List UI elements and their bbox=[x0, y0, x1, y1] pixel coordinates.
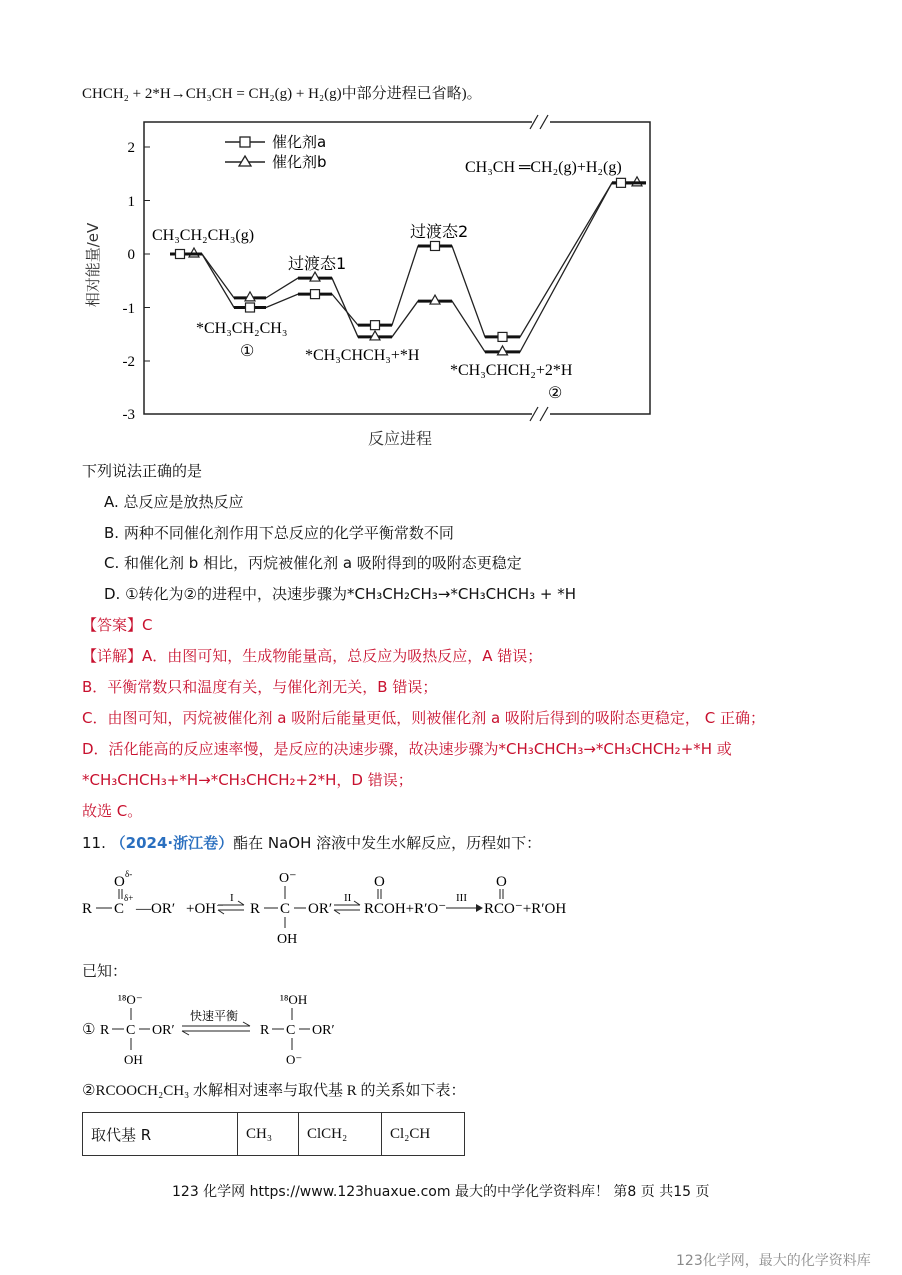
ytick-label: -1 bbox=[122, 301, 135, 317]
intro-line: CHCH₂ + 2*H→CH₃CH = CH₂(g) + H₂(g)中部分进程已省略)。 bbox=[82, 86, 482, 102]
axis-break-bottom-gap bbox=[532, 409, 550, 419]
svg-text:C: C bbox=[280, 901, 291, 917]
label-ads3: *CH₃CHCH₂+2*H bbox=[450, 362, 573, 379]
table-cell: ClCH₂ bbox=[299, 1113, 382, 1156]
ytick-label: 2 bbox=[127, 140, 135, 156]
square-marker-icon bbox=[240, 137, 250, 147]
svg-text:R: R bbox=[82, 901, 93, 917]
square-marker bbox=[311, 290, 320, 299]
svg-text:C: C bbox=[114, 901, 125, 917]
label-circle2: ② bbox=[548, 385, 563, 402]
x-axis-label: 反应进程 bbox=[367, 429, 433, 448]
square-marker bbox=[617, 178, 626, 187]
table-cell: CH₃ bbox=[238, 1113, 299, 1156]
answer-value: C bbox=[142, 616, 153, 634]
option-d: D. ①转化为②的进程中，决速步骤为*CH₃CH₂CH₃→*CH₃CHCH₃ + *H bbox=[104, 585, 577, 603]
svg-text:+OH⁻: +OH⁻ bbox=[186, 901, 225, 917]
detail-tag: 【详解】 bbox=[82, 647, 143, 665]
svg-text:¹⁸OH: ¹⁸OH bbox=[280, 992, 308, 1007]
question-stem: 下列说法正确的是 bbox=[82, 462, 203, 480]
legend-b: 催化剂b bbox=[272, 153, 327, 171]
label-circle1: ① bbox=[240, 343, 255, 360]
svg-text:OR′: OR′ bbox=[308, 901, 333, 917]
svg-text:δ-: δ- bbox=[125, 869, 133, 879]
q11-source: （2024·浙江卷） bbox=[110, 834, 234, 852]
svg-text:O⁻: O⁻ bbox=[286, 1052, 303, 1067]
table-cell: 取代基 R bbox=[83, 1113, 238, 1156]
page-footer: 123 化学网 https://www.123huaxue.com 最大的中学化学资料库！ 第8 页 共15 页 bbox=[172, 1184, 710, 1200]
answer-tag: 【答案】 bbox=[82, 616, 143, 634]
ytick-label: 0 bbox=[127, 247, 135, 263]
square-marker bbox=[246, 303, 255, 312]
known2-line: ②RCOOCH₂CH₃ 水解相对速率与取代基 R 的关系如下表： bbox=[82, 1083, 466, 1099]
svg-text:¹⁸O⁻: ¹⁸O⁻ bbox=[118, 992, 143, 1007]
svg-text:—OR′: —OR′ bbox=[136, 901, 176, 917]
square-marker bbox=[431, 241, 440, 250]
legend bbox=[225, 133, 327, 171]
q11-number: 11. bbox=[82, 834, 106, 852]
legend-a: 催化剂a bbox=[272, 133, 327, 151]
known1-circle: ① bbox=[82, 1020, 96, 1038]
square-marker bbox=[371, 321, 380, 330]
square-marker bbox=[176, 250, 185, 259]
q11-stem: 酯在 NaOH 溶液中发生水解反应，历程如下： bbox=[233, 834, 542, 852]
hydrolysis-scheme bbox=[78, 866, 578, 950]
detail-line-6: 故选 C。 bbox=[82, 802, 143, 820]
label-propane: CH₃CH₂CH₃(g) bbox=[152, 227, 255, 244]
label-product: CH₃CH ═CH₂(g)+H₂(g) bbox=[465, 159, 622, 176]
label-ads1: *CH₃CH₂CH₃ bbox=[196, 320, 288, 337]
axis-break-top-gap bbox=[532, 117, 550, 127]
triangle-marker bbox=[370, 331, 380, 340]
watermark: 123化学网，最大的化学资料库 bbox=[676, 1253, 871, 1269]
catalyst-a-path bbox=[170, 178, 646, 341]
q11-stem-line bbox=[82, 833, 541, 853]
svg-text:C: C bbox=[286, 1023, 296, 1038]
detail-line-3: C．由图可知，丙烷被催化剂 a 吸附后能量更低，则被催化剂 a 吸附后得到的吸附态更稳定， C 正确； bbox=[82, 709, 765, 727]
svg-text:O⁻: O⁻ bbox=[279, 871, 297, 886]
svg-text:R: R bbox=[260, 1023, 270, 1038]
detail-line-5: *CH₃CHCH₃+*H→*CH₃CHCH₂+2*H，D 错误； bbox=[82, 771, 413, 789]
y-ticks bbox=[123, 140, 151, 423]
svg-text:R: R bbox=[100, 1023, 110, 1038]
y-axis-label: 相对能量/eV bbox=[84, 222, 102, 308]
svg-text:I: I bbox=[230, 892, 234, 904]
svg-text:OR′: OR′ bbox=[152, 1023, 175, 1038]
label-ts1: 过渡态1 bbox=[288, 254, 347, 273]
svg-text:O: O bbox=[496, 874, 507, 890]
known1-scheme bbox=[98, 990, 358, 1072]
svg-text:R: R bbox=[250, 901, 261, 917]
table-row bbox=[83, 1113, 465, 1156]
svg-text:OH: OH bbox=[277, 932, 298, 947]
svg-text:O: O bbox=[114, 874, 125, 890]
svg-text:OH: OH bbox=[124, 1052, 143, 1067]
ytick-label: -2 bbox=[122, 354, 135, 370]
option-b: B. 两种不同催化剂作用下总反应的化学平衡常数不同 bbox=[104, 524, 454, 542]
table-cell: Cl₂CH bbox=[382, 1113, 465, 1156]
svg-text:RCOH+R′O⁻: RCOH+R′O⁻ bbox=[364, 901, 447, 917]
triangle-marker-icon bbox=[239, 156, 251, 166]
label-ads2: *CH₃CHCH₃+*H bbox=[305, 347, 420, 364]
option-a: A. 总反应是放热反应 bbox=[104, 493, 244, 511]
detail-line-4: D．活化能高的反应速率慢，是反应的决速步骤，故决速步骤为*CH₃CHCH₃→*CH₃CHCH₂+*H 或 bbox=[82, 740, 732, 758]
svg-text:OR′: OR′ bbox=[312, 1023, 335, 1038]
svg-text:δ+: δ+ bbox=[124, 893, 134, 903]
energy-diagram bbox=[80, 110, 680, 455]
svg-text:II: II bbox=[344, 892, 352, 904]
substituent-table bbox=[82, 1112, 465, 1156]
svg-text:III: III bbox=[456, 892, 467, 904]
option-c: C. 和催化剂 b 相比，丙烷被催化剂 a 吸附得到的吸附态更稳定 bbox=[104, 554, 522, 572]
svg-text:O: O bbox=[374, 874, 385, 890]
answer-line bbox=[82, 615, 153, 635]
ytick-label: -3 bbox=[122, 407, 135, 423]
svg-text:C: C bbox=[126, 1023, 136, 1038]
label-ts2: 过渡态2 bbox=[410, 222, 469, 241]
svg-text:RCO⁻+R′OH: RCO⁻+R′OH bbox=[484, 901, 567, 917]
known-heading: 已知： bbox=[82, 962, 128, 980]
square-marker bbox=[498, 332, 507, 341]
detail-line-1: 【详解】A．由图可知，生成物能量高，总反应为吸热反应，A 错误； bbox=[82, 647, 543, 665]
svg-text:快速平衡: 快速平衡 bbox=[190, 1009, 239, 1023]
ytick-label: 1 bbox=[127, 194, 135, 210]
detail-line-2: B．平衡常数只和温度有关，与催化剂无关，B 错误； bbox=[82, 678, 438, 696]
